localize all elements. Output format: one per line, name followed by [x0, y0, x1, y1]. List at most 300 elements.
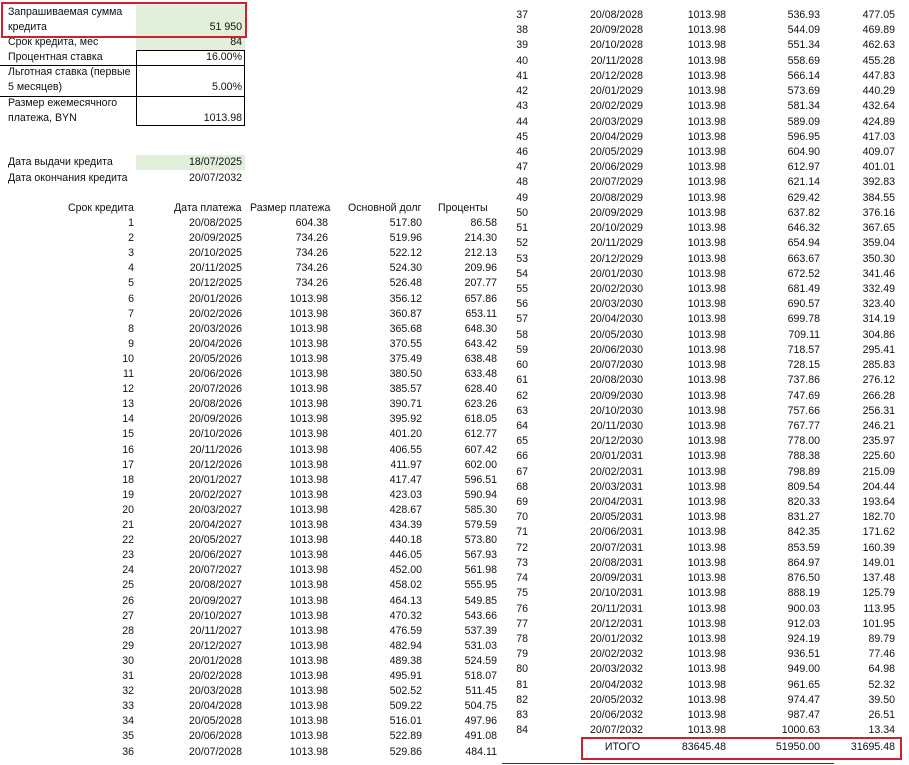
cell-date: 20/12/2030 [589, 435, 643, 448]
cell-principal: 757.66 [787, 404, 820, 417]
cell-principal: 470.32 [389, 609, 422, 622]
cell-payment: 1013.98 [687, 161, 726, 174]
cell-date: 20/03/2030 [589, 298, 643, 311]
cell-date: 20/07/2031 [589, 541, 643, 554]
cell-principal: 596.95 [787, 130, 820, 143]
cell-interest: 52.32 [868, 678, 895, 691]
cell-date: 20/01/2032 [589, 633, 643, 646]
cell-interest: 561.98 [464, 564, 497, 577]
cell-interest: 537.39 [464, 624, 497, 637]
cell-date: 20/01/2030 [589, 267, 643, 280]
cell-principal: 517.80 [389, 217, 422, 229]
cell-principal: 452.00 [389, 564, 422, 577]
cell-term: 2 [128, 232, 134, 245]
cell-term: 47 [516, 161, 528, 174]
cell-payment: 1013.98 [289, 519, 328, 531]
cell-date: 20/03/2026 [188, 322, 242, 335]
cell-term: 7 [128, 307, 134, 320]
cell-term: 73 [516, 556, 528, 569]
cell-date: 20/03/2031 [589, 480, 643, 493]
cell-date: 20/07/2026 [188, 383, 242, 396]
cell-principal: 604.90 [787, 145, 820, 158]
cell-date: 20/12/2027 [188, 639, 242, 652]
cell-principal: 558.69 [787, 54, 820, 67]
cell-term: 51 [516, 222, 528, 235]
cell-date: 20/05/2026 [188, 352, 242, 365]
cell-interest: 623.26 [464, 398, 497, 411]
cell-principal: 536.93 [787, 9, 820, 21]
table-row [0, 312, 909, 327]
cell-date: 20/01/2029 [589, 85, 643, 98]
cell-interest: 469.89 [862, 24, 895, 37]
cell-date: 20/10/2028 [589, 39, 643, 52]
cell-interest: 440.29 [862, 85, 895, 98]
cell-term: 17 [122, 458, 134, 471]
cell-payment: 1013.98 [289, 654, 328, 667]
header-payment: Размер платежа [250, 202, 331, 214]
cell-date: 20/09/2026 [188, 413, 242, 426]
cell-payment: 734.26 [295, 247, 328, 260]
cell-payment: 1013.98 [687, 496, 726, 509]
cell-interest: 531.03 [464, 639, 497, 652]
table-row [0, 510, 909, 525]
cell-interest: 256.31 [862, 404, 895, 417]
grace-rate-value[interactable]: 5.00% [211, 81, 242, 93]
cell-date: 20/11/2027 [189, 624, 242, 637]
cell-term: 70 [516, 511, 528, 524]
cell-principal: 831.27 [787, 511, 820, 524]
cell-payment: 1013.98 [289, 292, 328, 305]
table-row [0, 571, 909, 586]
cell-payment: 1013.98 [289, 503, 328, 516]
cell-principal: 489.38 [389, 654, 422, 667]
cell-payment: 1013.98 [289, 337, 328, 350]
cell-date: 20/09/2027 [188, 594, 242, 607]
cell-principal: 778.00 [787, 435, 820, 448]
cell-principal: 395.92 [389, 413, 422, 426]
cell-date: 20/02/2032 [589, 648, 643, 661]
cell-principal: 589.09 [787, 115, 820, 128]
cell-date: 20/11/2026 [189, 443, 242, 456]
cell-date: 20/12/2028 [589, 69, 643, 82]
cell-interest: 182.70 [862, 511, 895, 524]
cell-date: 20/11/2031 [590, 602, 643, 615]
cell-principal: 519.96 [389, 232, 422, 245]
cell-date: 20/07/2028 [188, 745, 242, 758]
cell-date: 20/02/2031 [589, 465, 643, 478]
cell-payment: 1013.98 [687, 267, 726, 280]
cell-principal: 864.97 [787, 556, 820, 569]
cell-interest: 543.66 [464, 609, 497, 622]
cell-principal: 663.67 [787, 252, 820, 265]
cell-date: 20/09/2029 [589, 206, 643, 219]
cell-date: 20/03/2028 [188, 685, 242, 698]
cell-date: 20/04/2029 [589, 130, 643, 143]
cell-payment: 1013.98 [687, 724, 726, 737]
bottom-rule [502, 763, 834, 764]
cell-interest: 648.30 [464, 322, 497, 335]
cell-term: 65 [516, 435, 528, 448]
cell-term: 18 [122, 473, 134, 486]
cell-term: 3 [128, 247, 134, 260]
cell-payment: 1013.98 [289, 579, 328, 592]
cell-date: 20/08/2030 [589, 374, 643, 387]
cell-interest: 653.11 [465, 307, 497, 320]
cell-payment: 734.26 [295, 262, 328, 275]
cell-term: 8 [128, 322, 134, 335]
cell-term: 82 [516, 693, 528, 706]
cell-date: 20/04/2031 [589, 496, 643, 509]
cell-interest: 89.79 [868, 633, 895, 646]
cell-interest: 285.83 [862, 359, 895, 372]
cell-principal: 522.89 [389, 730, 422, 743]
cell-term: 33 [122, 700, 134, 713]
cell-interest: 618.05 [464, 413, 497, 426]
table-row [0, 617, 909, 632]
cell-payment: 1013.98 [687, 465, 726, 478]
cell-principal: 428.67 [389, 503, 422, 516]
cell-principal: 573.69 [787, 85, 820, 98]
table-row [0, 297, 909, 312]
cell-term: 46 [516, 145, 528, 158]
cell-term: 25 [122, 579, 134, 592]
cell-principal: 440.18 [389, 534, 422, 547]
cell-date: 20/10/2025 [188, 247, 242, 260]
cell-date: 20/08/2029 [589, 191, 643, 204]
cell-payment: 1013.98 [687, 282, 726, 295]
cell-term: 4 [128, 262, 134, 275]
cell-principal: 529.86 [389, 745, 422, 758]
table-row [0, 480, 909, 495]
cell-term: 61 [516, 374, 528, 387]
cell-term: 37 [516, 9, 528, 21]
cell-term: 10 [122, 352, 134, 365]
cell-date: 20/06/2030 [589, 343, 643, 356]
cell-principal: 446.05 [389, 549, 422, 562]
cell-date: 20/03/2027 [188, 503, 242, 516]
cell-principal: 509.22 [389, 700, 422, 713]
cell-term: 20 [122, 503, 134, 516]
cell-payment: 1013.98 [687, 100, 726, 113]
cell-payment: 1013.98 [687, 359, 726, 372]
total-interest: 31695.48 [850, 741, 895, 753]
cell-term: 31 [122, 670, 134, 682]
cell-payment: 604.38 [295, 217, 328, 229]
cell-payment: 1013.98 [289, 564, 328, 577]
cell-interest: 484.11 [465, 745, 497, 758]
table-row [0, 99, 909, 114]
cell-term: 9 [128, 337, 134, 350]
table-row [0, 419, 909, 434]
cell-principal: 406.55 [389, 443, 422, 456]
cell-payment: 1013.98 [687, 191, 726, 204]
cell-payment: 1013.98 [289, 473, 328, 486]
cell-principal: 566.14 [787, 69, 820, 82]
cell-payment: 1013.98 [687, 511, 726, 524]
cell-term: 38 [516, 24, 528, 37]
cell-payment: 1013.98 [687, 343, 726, 356]
table-row [0, 586, 909, 601]
cell-interest: 401.01 [862, 161, 895, 174]
table-row [0, 267, 909, 282]
cell-term: 79 [516, 648, 528, 661]
cell-principal: 900.03 [787, 602, 820, 615]
cell-date: 20/10/2030 [589, 404, 643, 417]
cell-principal: 423.03 [389, 488, 422, 501]
cell-payment: 1013.98 [687, 587, 726, 600]
cell-term: 11 [123, 368, 134, 380]
cell-interest: 579.59 [464, 519, 497, 531]
cell-interest: 633.48 [464, 368, 497, 380]
cell-interest: 276.12 [862, 374, 895, 387]
cell-date: 20/09/2030 [589, 389, 643, 402]
cell-interest: 455.28 [862, 54, 895, 67]
cell-payment: 1013.98 [289, 609, 328, 622]
grace-rate-label: Льготная ставка (первые 5 месяцев) [8, 66, 131, 93]
cell-payment: 1013.98 [289, 670, 328, 682]
cell-interest: 392.83 [862, 176, 895, 189]
term-value[interactable]: 84 [230, 36, 242, 48]
cell-payment: 1013.98 [289, 428, 328, 441]
cell-term: 35 [122, 730, 134, 743]
cell-term: 26 [122, 594, 134, 607]
table-row [0, 130, 909, 145]
cell-payment: 1013.98 [289, 730, 328, 743]
amount-label: Запрашиваемая сумма кредита [8, 6, 123, 33]
cell-principal: 936.51 [787, 648, 820, 661]
cell-interest: 266.28 [862, 389, 895, 402]
header-date: Дата платежа [174, 202, 242, 214]
cell-term: 80 [516, 663, 528, 676]
cell-date: 20/05/2031 [589, 511, 643, 524]
cell-payment: 1013.98 [289, 383, 328, 396]
cell-date: 20/06/2032 [589, 709, 643, 722]
cell-term: 54 [516, 267, 528, 280]
cell-date: 20/06/2028 [188, 730, 242, 743]
cell-date: 20/12/2025 [188, 277, 242, 290]
cell-principal: 888.19 [787, 587, 820, 600]
payment-label: Размер ежемесячного платежа, BYN [8, 97, 118, 124]
cell-principal: 924.19 [787, 633, 820, 646]
table-row [0, 343, 909, 358]
term-label: Срок кредита, мес [8, 36, 99, 48]
cell-payment: 1013.98 [289, 458, 328, 471]
cell-interest: 567.93 [464, 549, 497, 562]
cell-payment: 1013.98 [687, 374, 726, 387]
cell-date: 20/07/2032 [589, 724, 643, 737]
cell-term: 64 [516, 419, 528, 432]
total-label: ИТОГО [604, 741, 641, 753]
cell-date: 20/08/2026 [188, 398, 242, 411]
cell-date: 20/11/2030 [590, 419, 643, 432]
cell-payment: 1013.98 [687, 663, 726, 676]
cell-principal: 464.13 [389, 594, 422, 607]
cell-term: 16 [122, 443, 134, 456]
cell-term: 77 [516, 617, 528, 630]
table-row [0, 252, 909, 267]
cell-payment: 1013.98 [687, 389, 726, 402]
table-row [0, 358, 909, 373]
cell-term: 52 [516, 237, 528, 250]
cell-interest: 447.83 [862, 69, 895, 82]
table-row [0, 434, 909, 449]
cell-principal: 356.12 [389, 292, 422, 305]
cell-principal: 551.34 [787, 39, 820, 52]
cell-date: 20/11/2025 [189, 262, 242, 275]
cell-date: 20/05/2030 [589, 328, 643, 341]
end-date-label: Дата окончания кредита [8, 172, 128, 184]
cell-principal: 737.86 [787, 374, 820, 387]
cell-interest: 171.62 [862, 526, 895, 539]
cell-payment: 1013.98 [289, 534, 328, 547]
cell-date: 20/08/2027 [188, 579, 242, 592]
cell-interest: 511.45 [465, 685, 497, 698]
table-row [0, 115, 909, 130]
cell-date: 20/10/2026 [188, 428, 242, 441]
cell-date: 20/07/2027 [188, 564, 242, 577]
cell-term: 58 [516, 328, 528, 341]
cell-payment: 1013.98 [289, 549, 328, 562]
cell-interest: 376.16 [862, 206, 895, 219]
table-row [0, 495, 909, 510]
cell-payment: 734.26 [295, 277, 328, 290]
cell-term: 67 [516, 465, 528, 478]
cell-interest: 225.60 [862, 450, 895, 463]
cell-interest: 193.64 [862, 496, 895, 509]
cell-payment: 1013.98 [687, 648, 726, 661]
cell-date: 20/04/2027 [188, 519, 242, 531]
cell-payment: 1013.98 [687, 252, 726, 265]
cell-principal: 401.20 [389, 428, 422, 441]
cell-interest: 657.86 [464, 292, 497, 305]
cell-payment: 1013.98 [687, 130, 726, 143]
cell-payment: 1013.98 [687, 709, 726, 722]
cell-term: 32 [122, 685, 134, 698]
cell-payment: 1013.98 [687, 9, 726, 21]
cell-interest: 13.34 [868, 724, 895, 737]
cell-interest: 214.30 [464, 232, 497, 245]
cell-principal: 370.55 [389, 337, 422, 350]
cell-interest: 643.42 [464, 337, 497, 350]
cell-term: 84 [516, 724, 528, 737]
cell-interest: 607.42 [464, 443, 497, 456]
cell-term: 78 [516, 633, 528, 646]
cell-payment: 1013.98 [289, 413, 328, 426]
cell-date: 20/01/2031 [589, 450, 643, 463]
cell-term: 49 [516, 191, 528, 204]
cell-payment: 1013.98 [289, 322, 328, 335]
cell-term: 50 [516, 206, 528, 219]
cell-principal: 417.47 [389, 473, 422, 486]
table-row [0, 54, 909, 69]
cell-term: 23 [122, 549, 134, 562]
cell-interest: 212.13 [464, 247, 497, 260]
cell-interest: 77.46 [868, 648, 895, 661]
cell-term: 81 [516, 678, 528, 691]
cell-term: 27 [122, 609, 134, 622]
cell-principal: 629.42 [787, 191, 820, 204]
cell-date: 20/04/2026 [188, 337, 242, 350]
cell-term: 55 [516, 282, 528, 295]
cell-interest: 295.41 [862, 343, 895, 356]
cell-principal: 621.14 [787, 176, 820, 189]
cell-principal: 820.33 [787, 496, 820, 509]
cell-term: 24 [122, 564, 134, 577]
cell-principal: 526.48 [389, 277, 422, 290]
total-principal: 51950.00 [775, 741, 820, 753]
table-row [0, 206, 909, 221]
table-row [0, 160, 909, 175]
cell-term: 12 [122, 383, 134, 396]
cell-payment: 1013.98 [687, 24, 726, 37]
cell-payment: 1013.98 [687, 633, 726, 646]
table-row [0, 647, 909, 662]
table-row [0, 541, 909, 556]
total-highlight-box [581, 737, 902, 760]
header-interest: Проценты [438, 202, 488, 214]
amount-value[interactable]: 51 950 [209, 21, 242, 33]
cell-date: 20/02/2030 [589, 282, 643, 295]
issue-date-value[interactable]: 18/07/2025 [188, 156, 242, 168]
cell-principal: 411.97 [390, 458, 422, 471]
cell-term: 40 [516, 54, 528, 67]
cell-payment: 1013.98 [289, 639, 328, 652]
cell-interest: 555.95 [464, 579, 497, 592]
cell-date: 20/07/2030 [589, 359, 643, 372]
cell-date: 20/08/2028 [589, 9, 643, 21]
cell-interest: 125.79 [862, 587, 895, 600]
table-row [0, 8, 909, 23]
table-row [0, 708, 909, 723]
cell-principal: 458.02 [389, 579, 422, 592]
cell-interest: 417.03 [862, 130, 895, 143]
table-row [0, 373, 909, 388]
cell-interest: 113.95 [863, 602, 895, 615]
cell-interest: 235.97 [862, 435, 895, 448]
cell-term: 63 [516, 404, 528, 417]
cell-payment: 1013.98 [687, 526, 726, 539]
rate-value[interactable]: 16.00% [206, 51, 242, 63]
cell-payment: 1013.98 [289, 685, 328, 698]
table-row [0, 282, 909, 297]
cell-term: 30 [122, 654, 134, 667]
cell-term: 28 [122, 624, 134, 637]
cell-payment: 734.26 [295, 232, 328, 245]
cell-date: 20/02/2028 [188, 670, 242, 682]
cell-term: 59 [516, 343, 528, 356]
cell-payment: 1013.98 [687, 54, 726, 67]
table-row [0, 84, 909, 99]
cell-interest: 504.75 [464, 700, 497, 713]
cell-date: 20/09/2031 [589, 572, 643, 585]
cell-term: 69 [516, 496, 528, 509]
cell-principal: 1000.63 [781, 724, 820, 737]
cell-interest: 26.51 [868, 709, 895, 722]
cell-payment: 1013.98 [289, 488, 328, 501]
cell-payment: 1013.98 [687, 313, 726, 326]
payment-value: 1013.98 [203, 112, 242, 124]
cell-term: 48 [516, 176, 528, 189]
cell-payment: 1013.98 [687, 237, 726, 250]
cell-payment: 1013.98 [289, 307, 328, 320]
cell-interest: 462.63 [862, 39, 895, 52]
cell-principal: 681.49 [787, 282, 820, 295]
cell-payment: 1013.98 [687, 693, 726, 706]
cell-term: 43 [516, 100, 528, 113]
table-row [0, 236, 909, 251]
cell-payment: 1013.98 [687, 419, 726, 432]
cell-term: 76 [516, 602, 528, 615]
